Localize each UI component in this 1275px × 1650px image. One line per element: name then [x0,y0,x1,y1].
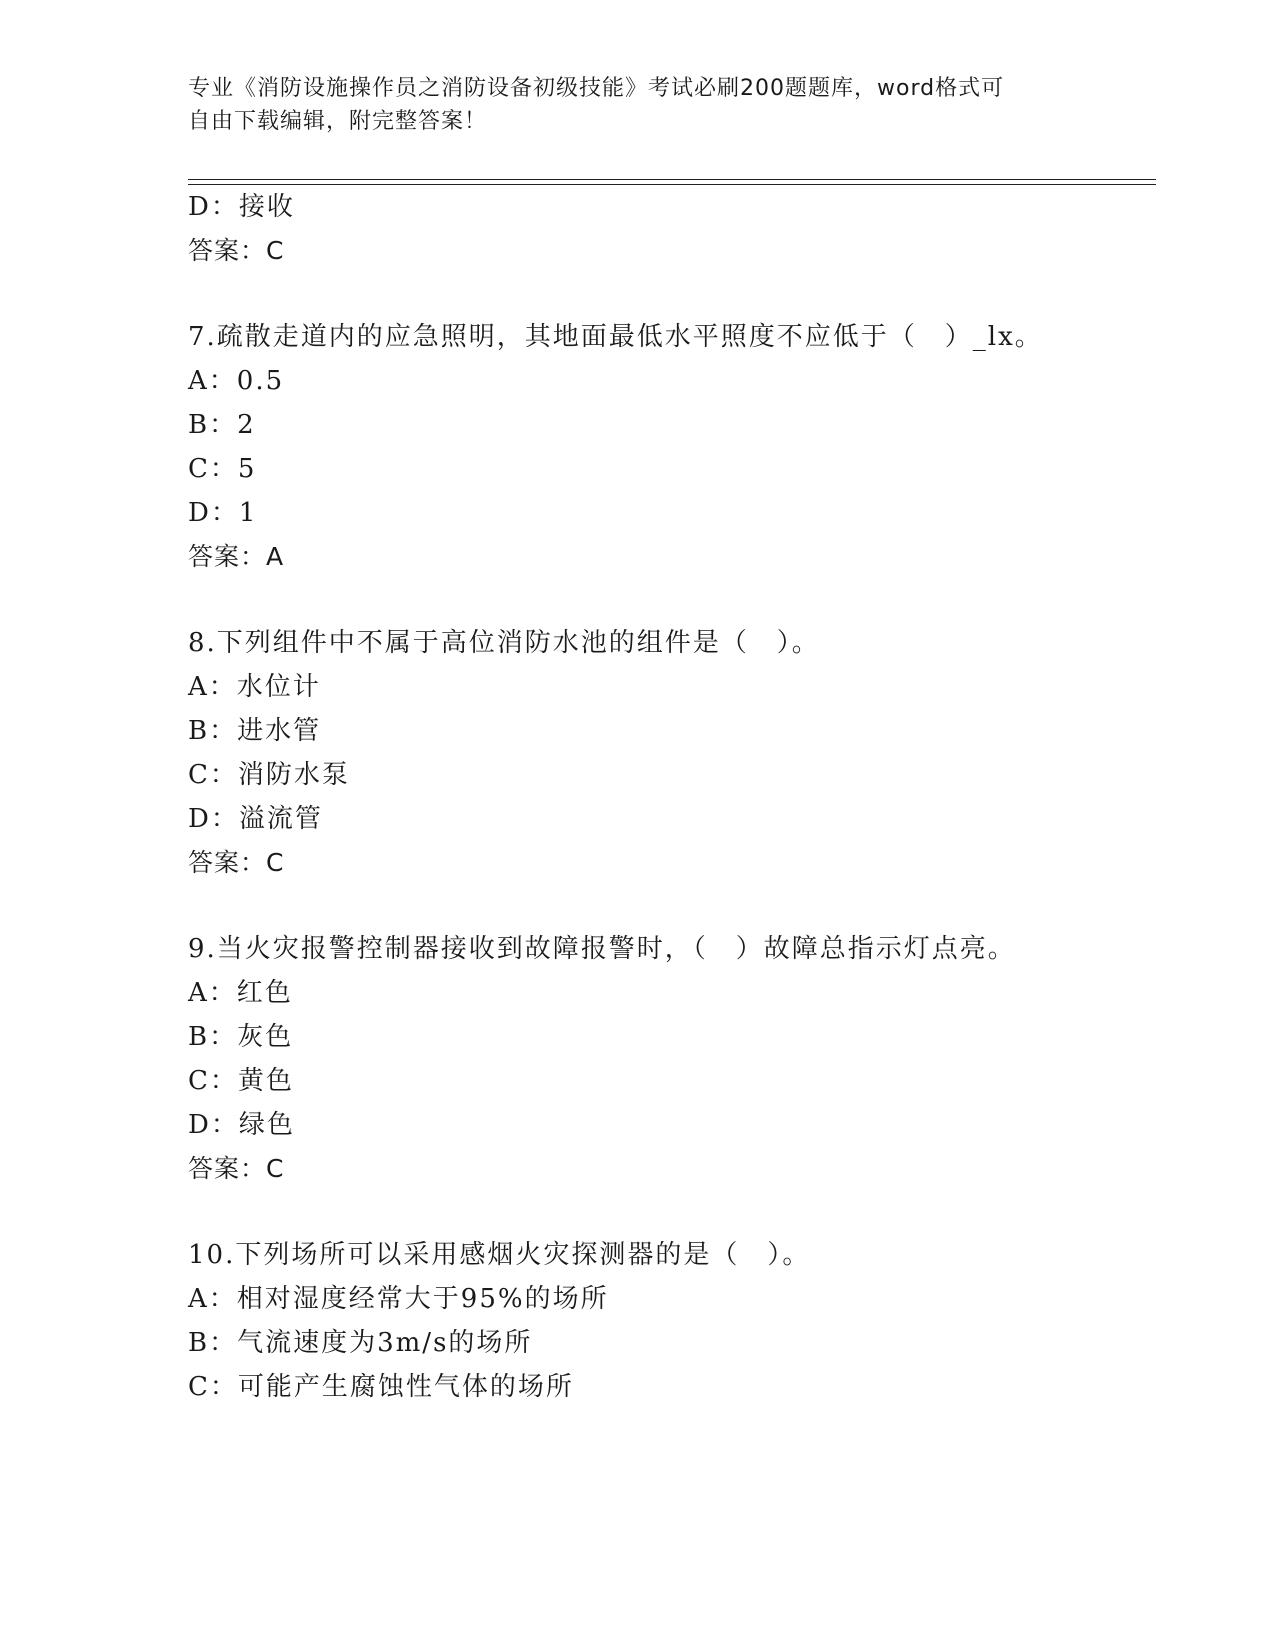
document-header [188,72,1088,138]
question-8-stem: 8.下列组件中不属于高位消防水池的组件是（ ）。 [188,628,820,658]
question-9-option-a: A：红色 [188,978,293,1008]
question-9-stem: 9.当火灾报警控制器接收到故障报警时，（ ）故障总指示灯点亮。 [188,934,1016,964]
header-line-2: 自由下载编辑，附完整答案！ [188,109,488,134]
question-8-option-c: C：消防水泵 [188,760,350,790]
question-7-answer: 答案：A [188,542,285,571]
header-divider-top [188,179,1156,180]
question-8-option-a: A：水位计 [188,672,321,702]
prev-question-option-d: D：接收 [188,192,295,222]
question-7-option-a: A：0.5 [188,366,285,396]
question-8-option-b: B：进水管 [188,716,322,746]
question-10-option-a: A：相对湿度经常大于95%的场所 [188,1284,609,1314]
question-7-stem: 7.疏散走道内的应急照明，其地面最低水平照度不应低于（ ）_lx。 [188,322,1043,352]
question-10-option-b: B：气流速度为3m/s的场所 [188,1328,533,1358]
question-7-option-c: C：5 [188,454,257,484]
question-10-stem: 10.下列场所可以采用感烟火灾探测器的是（ ）。 [188,1240,811,1270]
header-divider-bottom [188,184,1156,185]
question-8-option-d: D：溢流管 [188,804,323,834]
question-8-answer: 答案：C [188,848,285,877]
prev-question-answer: 答案：C [188,236,285,265]
question-7-option-b: B：2 [188,410,256,440]
question-9-answer: 答案：C [188,1154,285,1183]
question-9-option-d: D：绿色 [188,1110,295,1140]
question-10-option-c: C：可能产生腐蚀性气体的场所 [188,1372,574,1402]
question-7-option-d: D：1 [188,498,258,528]
question-9-option-b: B：灰色 [188,1022,294,1052]
header-line-1: 专业《消防设施操作员之消防设备初级技能》考试必刷200题题库，word格式可 [188,76,1005,101]
question-9-option-c: C：黄色 [188,1066,294,1096]
